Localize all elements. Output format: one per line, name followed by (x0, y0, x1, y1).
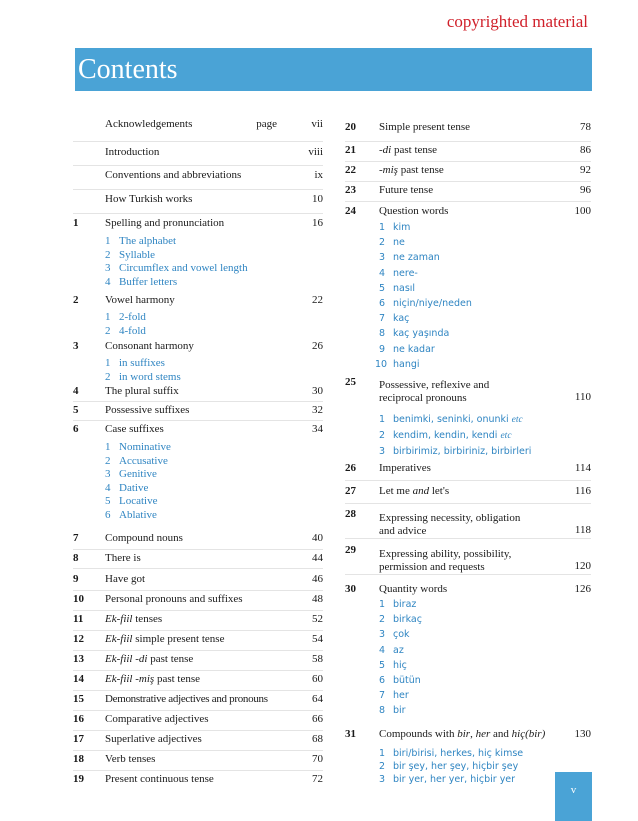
chapter-number: 10 (73, 593, 84, 605)
toc-entry-title: Ek-fiil simple present tense (105, 633, 225, 645)
toc-entry[interactable] (345, 575, 591, 597)
toc-entry-page: 52 (312, 613, 323, 625)
toc-entry-title: Consonant harmony (105, 340, 194, 352)
toc-entry-title: Ek-fiil -miş past tense (105, 673, 201, 685)
toc-entry-page: vii (311, 118, 323, 130)
toc-entry-title: Expressing ability, possibility, permission and requests (379, 548, 512, 573)
chapter-number: 24 (345, 205, 356, 217)
list-item[interactable]: 1 biri/birisi, herkes, hiç kimse (379, 748, 524, 759)
list-item[interactable]: 1 The alphabet (105, 235, 177, 247)
subtopic-list (379, 412, 591, 457)
list-item[interactable]: 5 Locative (105, 495, 158, 507)
list-item[interactable]: 3 Circumflex and vowel length (105, 262, 248, 274)
toc-entry-title: Demonstrative adjectives and pronouns (105, 693, 268, 705)
toc-entry-page: 72 (312, 773, 323, 785)
toc-entry[interactable] (73, 550, 323, 569)
toc-entry-page: 54 (312, 633, 323, 645)
toc-entry-page: 26 (312, 340, 323, 352)
toc-entry-page: viii (308, 146, 323, 158)
list-item[interactable]: 3 bir yer, her yer, hiçbir yer (379, 774, 516, 785)
list-item[interactable]: 3 birbirimiz, birbiriniz, birbirleri (379, 446, 532, 458)
toc-entry-title: Expressing necessity, obligation and advice (379, 512, 521, 537)
toc-entry[interactable] (73, 771, 323, 790)
contents-banner (75, 48, 592, 91)
chapter-number: 18 (73, 753, 84, 765)
toc-entry-title: Question words (379, 205, 449, 217)
chapter-number: 28 (345, 508, 356, 520)
toc-entry-page: 130 (574, 728, 591, 740)
list-item[interactable]: 6 Ablative (105, 508, 157, 521)
chapter-number: 1 (73, 217, 79, 229)
chapter-number: 4 (73, 385, 79, 397)
chapter-number: 7 (73, 532, 79, 544)
toc-entry[interactable] (73, 631, 323, 651)
toc-entry-title: Compounds with bir, her and hiç(bir) (379, 728, 546, 740)
toc-entry-page: 96 (580, 184, 591, 196)
toc-entry-page: 118 (574, 524, 591, 536)
toc-entry[interactable] (73, 118, 323, 142)
toc-entry-page: ix (314, 169, 323, 181)
toc-entry[interactable] (73, 751, 323, 771)
toc-entry[interactable] (73, 214, 323, 235)
chapter-number: 14 (73, 673, 84, 685)
page-number-tab (555, 772, 592, 821)
chapter-number: 6 (73, 423, 79, 435)
chapter-number: 20 (345, 121, 356, 133)
chapter-number: 13 (73, 653, 84, 665)
subtopic-list (379, 597, 591, 720)
toc-entry[interactable] (345, 504, 591, 539)
toc-entry-page: 58 (312, 653, 323, 665)
toc-entry-page: 60 (312, 673, 323, 685)
chapter-number: 31 (345, 728, 356, 740)
copyright-notice: copyrighted material (446, 12, 588, 31)
list-item[interactable]: 2 in word stems (105, 370, 181, 383)
chapter-number: 2 (73, 294, 79, 306)
toc-entry[interactable] (345, 720, 591, 744)
toc-entry-page: 48 (312, 593, 323, 605)
toc-entry-title: Ek-fiil tenses (105, 613, 163, 625)
toc-entry[interactable] (345, 481, 591, 504)
list-item[interactable]: 6 bütün (379, 675, 421, 687)
toc-entry-title: Acknowledgements (105, 118, 193, 130)
toc-entry-page: 86 (580, 144, 591, 156)
toc-entry-page: 32 (312, 404, 323, 416)
list-item[interactable]: 2 Accusative (105, 454, 168, 467)
toc-entry-title: Ek-fiil -di past tense (105, 653, 194, 665)
toc-entry[interactable] (345, 162, 591, 182)
toc-entry-page: 78 (580, 121, 591, 133)
toc-entry[interactable] (73, 292, 323, 311)
toc-entry[interactable] (73, 731, 323, 751)
toc-entry-page: 70 (312, 753, 323, 765)
toc-entry[interactable] (73, 526, 323, 550)
subtopic-list (105, 357, 323, 384)
list-item[interactable]: 1 kim (379, 222, 411, 233)
toc-entry[interactable] (345, 118, 591, 142)
toc-entry-title: Simple present tense (379, 121, 471, 133)
toc-entry[interactable] (73, 190, 323, 214)
list-item[interactable]: 8 kaç yaşında (379, 328, 450, 340)
toc-entry-title: Possessive, reflexive and reciprocal pronouns (379, 379, 490, 404)
list-item[interactable]: 9 ne kadar (379, 343, 435, 355)
toc-entry-page: 110 (574, 391, 591, 403)
chapter-number: 9 (73, 573, 79, 585)
toc-entry-page: 120 (574, 560, 591, 572)
list-item[interactable]: 3 Genitive (105, 468, 157, 480)
list-item[interactable]: 4 Dative (105, 481, 149, 494)
toc-entry[interactable] (345, 182, 591, 202)
toc-entry[interactable] (73, 421, 323, 441)
toc-entry-page: 126 (574, 583, 591, 595)
chapter-number: 25 (345, 376, 356, 388)
toc-entry-page: 30 (312, 385, 323, 397)
toc-entry-title: Spelling and pronunciation (105, 217, 225, 229)
list-item[interactable]: 10 hangi (375, 358, 420, 370)
toc-entry-title: -miş past tense (379, 164, 444, 176)
toc-entry-title: Personal pronouns and suffixes (105, 593, 243, 605)
toc-entry-page: 116 (574, 485, 591, 497)
toc-entry[interactable] (73, 691, 323, 711)
chapter-number: 17 (73, 733, 84, 745)
toc-entry-title: Verb tenses (105, 753, 156, 765)
page-title: Contents (78, 54, 178, 85)
toc-entry-title: Imperatives (379, 462, 431, 474)
toc-entry-title: Superlative adjectives (105, 733, 202, 745)
list-item[interactable]: 7 kaç (379, 313, 410, 325)
toc-entry[interactable] (345, 373, 591, 405)
chapter-number: 12 (73, 633, 84, 645)
page-label: page (256, 118, 277, 130)
toc-entry-page: 46 (312, 573, 323, 585)
toc-entry[interactable] (73, 569, 323, 591)
toc-entry[interactable] (73, 142, 323, 166)
subtopic-list (375, 220, 591, 373)
toc-entry[interactable] (345, 539, 591, 575)
toc-entry[interactable] (345, 142, 591, 162)
toc-entry-page: 64 (312, 693, 323, 705)
list-item[interactable]: 1 2-fold (105, 311, 146, 323)
list-item[interactable]: 8 bir (379, 705, 406, 717)
toc-entry-page: 68 (312, 733, 323, 745)
toc-entry[interactable] (73, 651, 323, 671)
toc-entry[interactable] (73, 711, 323, 731)
list-item[interactable]: 2 ne (379, 237, 405, 249)
toc-entry-title: -di past tense (379, 144, 438, 156)
toc-entry-title: Future tense (379, 184, 434, 196)
subtopic-list (105, 311, 323, 338)
toc-entry-title: Possessive suffixes (105, 404, 190, 416)
toc-entry-title: Comparative adjectives (105, 713, 209, 725)
list-item[interactable]: 4 az (379, 644, 404, 656)
chapter-number: 5 (73, 404, 79, 416)
list-item[interactable]: 3 ne zaman (379, 252, 440, 264)
toc-entry-page: 44 (312, 552, 323, 564)
toc-entry-title: Case suffixes (105, 423, 164, 435)
list-item[interactable]: 3 çok (379, 629, 410, 641)
page-number: v (570, 784, 577, 796)
toc-entry-title: Quantity words (379, 583, 448, 595)
toc-entry[interactable] (345, 202, 591, 220)
list-item[interactable]: 4 Buffer letters (105, 275, 178, 288)
list-item[interactable]: 2 bir şey, her şey, hiçbir şey (379, 761, 519, 772)
list-item[interactable]: 2 kendim, kendin, kendi etc (379, 430, 512, 442)
chapter-number: 16 (73, 713, 84, 725)
toc-right-column (345, 118, 591, 789)
toc-entry[interactable] (73, 384, 323, 402)
toc-entry-title: Have got (105, 573, 146, 585)
toc-entry-title: Introduction (105, 146, 160, 158)
chapter-number: 8 (73, 552, 79, 564)
toc-entry-title: Conventions and abbreviations (105, 169, 242, 181)
list-item[interactable]: 5 nasıl (379, 282, 416, 294)
chapter-number: 11 (73, 613, 84, 625)
chapter-number: 29 (345, 544, 356, 556)
toc-entry[interactable] (73, 671, 323, 691)
toc-entry-page: 92 (580, 164, 591, 176)
chapter-number: 15 (73, 693, 84, 705)
toc-entry-page: 40 (312, 532, 323, 544)
chapter-number: 30 (345, 583, 356, 595)
chapter-number: 3 (73, 340, 79, 352)
list-item[interactable]: 1 in suffixes (105, 357, 165, 369)
toc-entry-page: 100 (574, 205, 591, 217)
list-item[interactable]: 7 her (379, 690, 409, 702)
toc-entry-title: There is (105, 552, 141, 564)
chapter-number: 26 (345, 462, 356, 474)
list-item[interactable]: 2 4-fold (105, 324, 146, 337)
chapter-number: 27 (345, 485, 356, 497)
list-item[interactable]: 6 niçin/niye/neden (379, 298, 472, 310)
list-item[interactable]: 5 hiç (379, 659, 407, 671)
toc-entry-title: Let me and let's (379, 485, 450, 497)
chapter-number: 23 (345, 184, 356, 196)
toc-entry[interactable] (345, 457, 591, 481)
toc-entry-page: 114 (574, 462, 591, 474)
chapter-number: 21 (345, 144, 356, 156)
toc-entry-page: 10 (312, 193, 323, 205)
list-item[interactable]: 1 biraz (379, 599, 417, 610)
list-item[interactable]: 1 benimki, seninki, onunki etc (379, 414, 523, 425)
toc-entry-page: 66 (312, 713, 323, 725)
list-item[interactable]: 4 nere- (379, 267, 418, 279)
list-item[interactable]: 2 Syllable (105, 248, 156, 261)
toc-entry-title: Vowel harmony (105, 294, 175, 306)
toc-entry-page: 22 (312, 294, 323, 306)
list-item[interactable]: 2 birkaç (379, 614, 422, 626)
toc-entry[interactable] (73, 338, 323, 357)
toc-entry-title: Compound nouns (105, 532, 183, 544)
subtopic-list (105, 235, 323, 292)
list-item[interactable]: 1 Nominative (105, 441, 171, 453)
toc-entry-title: Present continuous tense (105, 773, 214, 785)
toc-entry-title: How Turkish works (105, 193, 193, 205)
toc-entry[interactable] (73, 402, 323, 421)
toc-entry-title: The plural suffix (105, 385, 179, 397)
toc-entry[interactable] (73, 591, 323, 611)
chapter-number: 22 (345, 164, 356, 176)
toc-entry[interactable] (73, 166, 323, 190)
subtopic-list (105, 441, 323, 526)
toc-left-column (73, 118, 323, 790)
toc-entry-page: 34 (312, 423, 323, 435)
toc-entry-page: 16 (312, 217, 323, 229)
toc-entry[interactable] (73, 611, 323, 631)
chapter-number: 19 (73, 773, 84, 785)
